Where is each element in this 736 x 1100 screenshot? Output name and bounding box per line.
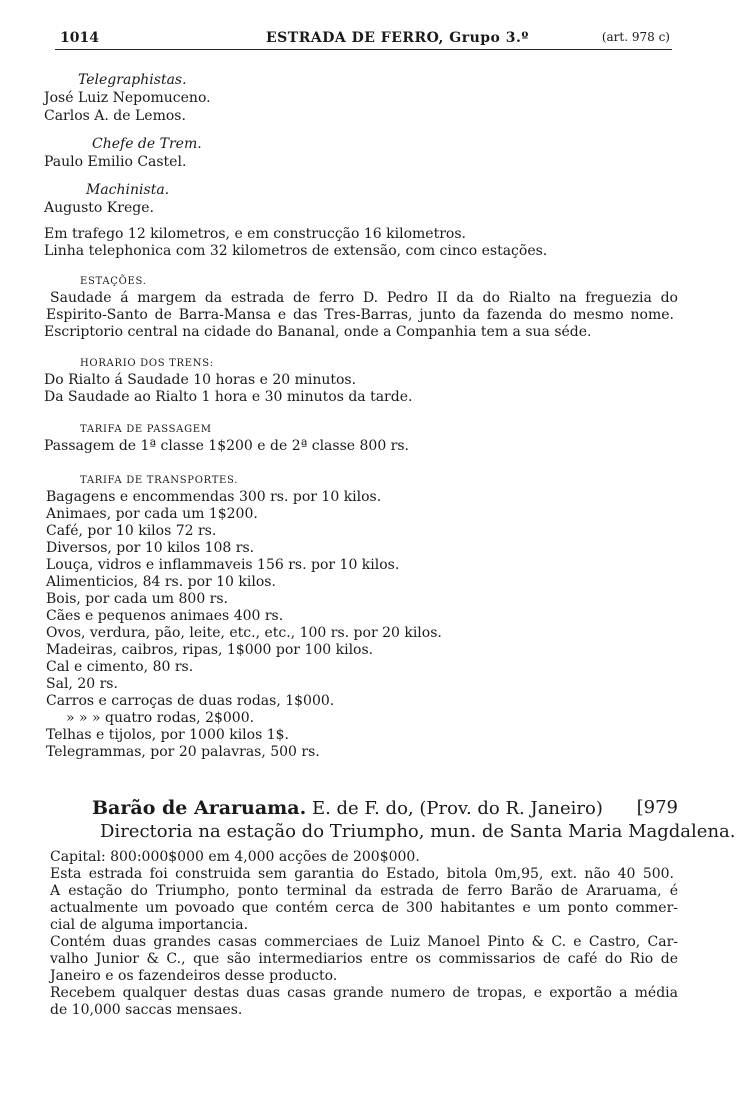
article-reference: (art. 978 c) [601, 30, 670, 44]
araruama-heading [92, 798, 678, 819]
araruama-line: Recebem qualquer destas duas casas grande numero de tropas, e exportão a média [50, 985, 678, 1001]
araruama-line: de 10,000 saccas mensaes. [50, 1002, 243, 1018]
transport-item: Telhas e tijolos, por 1000 kilos 1$. [46, 727, 289, 743]
transport-item: Madeiras, caibros, ripas, 1$000 por 100 kilos. [46, 642, 374, 658]
araruama-line: Contém duas grandes casas commerciaes de Luiz Manoel Pinto & C. e Castro, Car- [50, 934, 678, 950]
telephone-line: Linha telephonica com 32 kilometros de extensão, com cinco estações. [44, 243, 548, 259]
train-chief: Paulo Emilio Castel. [44, 154, 187, 170]
timetable-line-1: Do Rialto á Saudade 10 horas e 20 minutos. [44, 372, 357, 388]
running-title: ESTRADA DE FERRO, Grupo 3.º [266, 30, 529, 46]
page-number: 1014 [60, 30, 99, 46]
transport-item: Louça, vidros e inflammaveis 156 rs. por 10 kilos. [46, 557, 400, 573]
transport-item: Cães e pequenos animaes 400 rs. [46, 608, 284, 624]
traffic-line: Em trafego 12 kilometros, e em construcção 16 kilometros. [44, 226, 466, 242]
stations-heading: ESTAÇÕES. [80, 276, 147, 287]
article-number: [979 [636, 797, 678, 818]
telegraphists-heading: Telegraphistas. [78, 72, 187, 88]
araruama-line: actualmente um povoado que contém cerca de 300 habitantes e um ponto commer- [50, 900, 678, 916]
transport-item: Animaes, por cada um 1$200. [46, 506, 258, 522]
timetable-line-2: Da Saudade ao Rialto 1 hora e 30 minutos da tarde. [44, 389, 413, 405]
araruama-line: Janeiro e os fazendeiros desse producto. [50, 968, 338, 984]
transport-item: Telegrammas, por 20 palavras, 500 rs. [46, 744, 320, 760]
araruama-line: A estação do Triumpho, ponto terminal da estrada de ferro Barão de Araruama, é [50, 883, 678, 899]
araruama-subheading: Directoria na estação do Triumpho, mun. de Santa Maria Magdalena. [100, 821, 736, 842]
train-chief-heading: Chefe de Trem. [92, 136, 202, 152]
araruama-line: cial de alguma importancia. [50, 917, 249, 933]
header-rule [55, 49, 672, 50]
araruama-line: valho Junior & C., que são intermediarios entre os commissarios de café do Rio de [50, 951, 678, 967]
transport-item: Cal e cimento, 80 rs. [46, 659, 194, 675]
transport-item: Bois, por cada um 800 rs. [46, 591, 228, 607]
stations-line-2: Espirito-Santo de Barra-Mansa e das Tres-Barras, junto da fazenda do mesmo nome. [46, 307, 674, 323]
passenger-fare-line: Passagem de 1ª classe 1$200 e de 2ª classe 800 rs. [44, 438, 409, 454]
stations-line-3: Escriptorio central na cidade do Bananal, onde a Companhia tem a sua séde. [44, 324, 592, 340]
passenger-fare-heading: TARIFA DE PASSAGEM [80, 424, 212, 435]
transport-fare-heading: TARIFA DE TRANSPORTES. [80, 475, 239, 486]
transport-item: Café, por 10 kilos 72 rs. [46, 523, 217, 539]
transport-item: Carros e carroças de duas rodas, 1$000. [46, 693, 335, 709]
telegraphist-1: José Luiz Nepomuceno. [44, 90, 211, 106]
transport-item: Ovos, verdura, pão, leite, etc., etc., 100 rs. por 20 kilos. [46, 625, 442, 641]
page-header [46, 30, 680, 50]
araruama-name: Barão de Araruama. [92, 797, 307, 819]
telegraphist-2: Carlos A. de Lemos. [44, 108, 186, 124]
transport-item: Alimenticios, 84 rs. por 10 kilos. [46, 574, 276, 590]
stations-line-1: Saudade á margem da estrada de ferro D. Pedro II da do Rialto na freguezia do [50, 290, 678, 306]
transport-item: Sal, 20 rs. [46, 676, 118, 692]
araruama-heading-rest: E. de F. do, (Prov. do R. Janeiro) [311, 798, 603, 819]
machinist-heading: Machinista. [86, 182, 170, 198]
transport-item: Diversos, por 10 kilos 108 rs. [46, 540, 255, 556]
timetable-heading: HORARIO DOS TRENS: [80, 358, 214, 369]
araruama-line: Esta estrada foi construida sem garantia do Estado, bitola 0m,95, ext. não 40 500. [50, 866, 674, 882]
transport-item: » » » quatro rodas, 2$000. [66, 710, 255, 726]
araruama-line: Capital: 800:000$000 em 4,000 acções de 200$000. [50, 849, 420, 865]
machinist: Augusto Krege. [44, 200, 154, 216]
transport-item: Bagagens e encommendas 300 rs. por 10 kilos. [46, 489, 382, 505]
